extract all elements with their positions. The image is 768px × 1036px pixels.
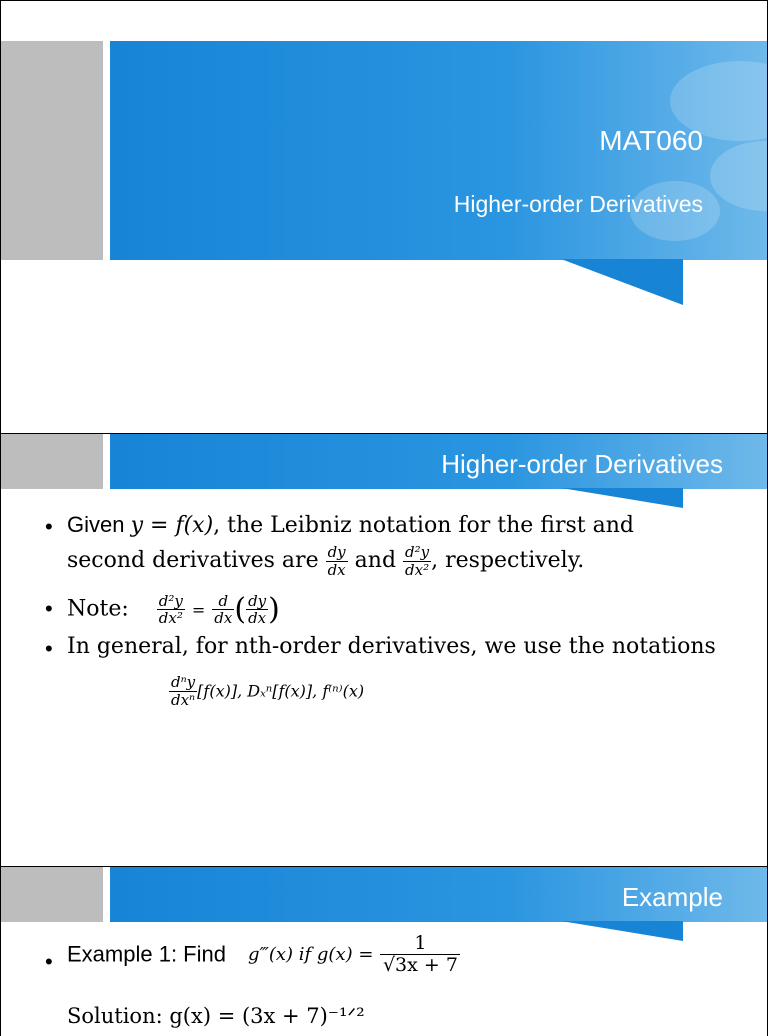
respectively-text: , respectively.: [431, 548, 585, 573]
example1-label: Example 1: Find: [67, 941, 226, 967]
fraction-dy-dx: $\frac{dy}{dx}$: [327, 543, 346, 579]
slide-heading: Example: [621, 882, 723, 912]
notation-list: [f(x)], Dₓⁿ[f(x)], f⁽ⁿ⁾(x): [197, 681, 365, 701]
fraction-d-dx: $\frac{d}{dx}$: [214, 591, 233, 627]
slide-heading: Higher-order Derivatives: [441, 449, 723, 479]
banner-tail: [561, 488, 686, 512]
bullet1-line2: [67, 544, 584, 578]
bullet1-line1: [67, 512, 634, 538]
slide-higher-order: [0, 433, 768, 867]
example1-line: [67, 933, 460, 976]
fraction-d2y-dx2: $\frac{\text{d²y}}{\text{dx²}}$: [158, 591, 183, 627]
bullet-dot: •: [45, 514, 53, 539]
fraction-one-over-sqrt: $\frac{1}{√3x + 7}$: [380, 933, 460, 976]
gray-accent-block: [1, 434, 103, 489]
and-word: and: [354, 548, 397, 573]
note-label: Note:: [67, 596, 129, 622]
solution-line: Solution: g(x) = (3x + 7)⁻¹ᐟ²: [67, 1004, 365, 1028]
g-expression: g‴(x) if g(x) =: [247, 943, 374, 965]
fraction-dy-dx: $\frac{dy}{dx}$: [248, 591, 267, 627]
given-word: Given: [67, 512, 131, 537]
bullet3-text: In general, for nth-order derivatives, we use the notations: [67, 634, 716, 659]
slide-subtitle: Higher-order Derivatives: [453, 191, 703, 217]
fraction-d2y-dx2: $\frac{\text{d²y}}{\text{dx²}}$: [405, 543, 430, 579]
banner-tail: [561, 921, 686, 945]
slide-example: [0, 866, 768, 1036]
gray-accent-block: [1, 41, 103, 260]
banner-tail: [561, 259, 686, 309]
course-code: MAT060: [599, 125, 703, 156]
bullet-dot: •: [45, 596, 53, 621]
given-expr: y = f(x): [130, 513, 214, 538]
bullet-dot: •: [45, 949, 53, 974]
nth-order-notations: [169, 674, 364, 708]
fraction-dny-dxn: $\frac{\text{dⁿy}}{\text{dxⁿ}}$: [171, 673, 196, 709]
bullet2-line: Note: $\frac{\text{d²y}}{\text{dx²}}$ = $\frac{d}{dx}$ ( $\frac{dy}{dx}$ ): [67, 591, 280, 627]
slide-title: [0, 0, 768, 434]
bullet1-line2-text: second derivatives are: [67, 548, 326, 573]
equals-sign: =: [191, 600, 206, 620]
gray-accent-block: [1, 867, 103, 922]
bullet-dot: •: [45, 636, 53, 661]
bullet1-text: , the Leibniz notation for the first and: [213, 513, 634, 538]
